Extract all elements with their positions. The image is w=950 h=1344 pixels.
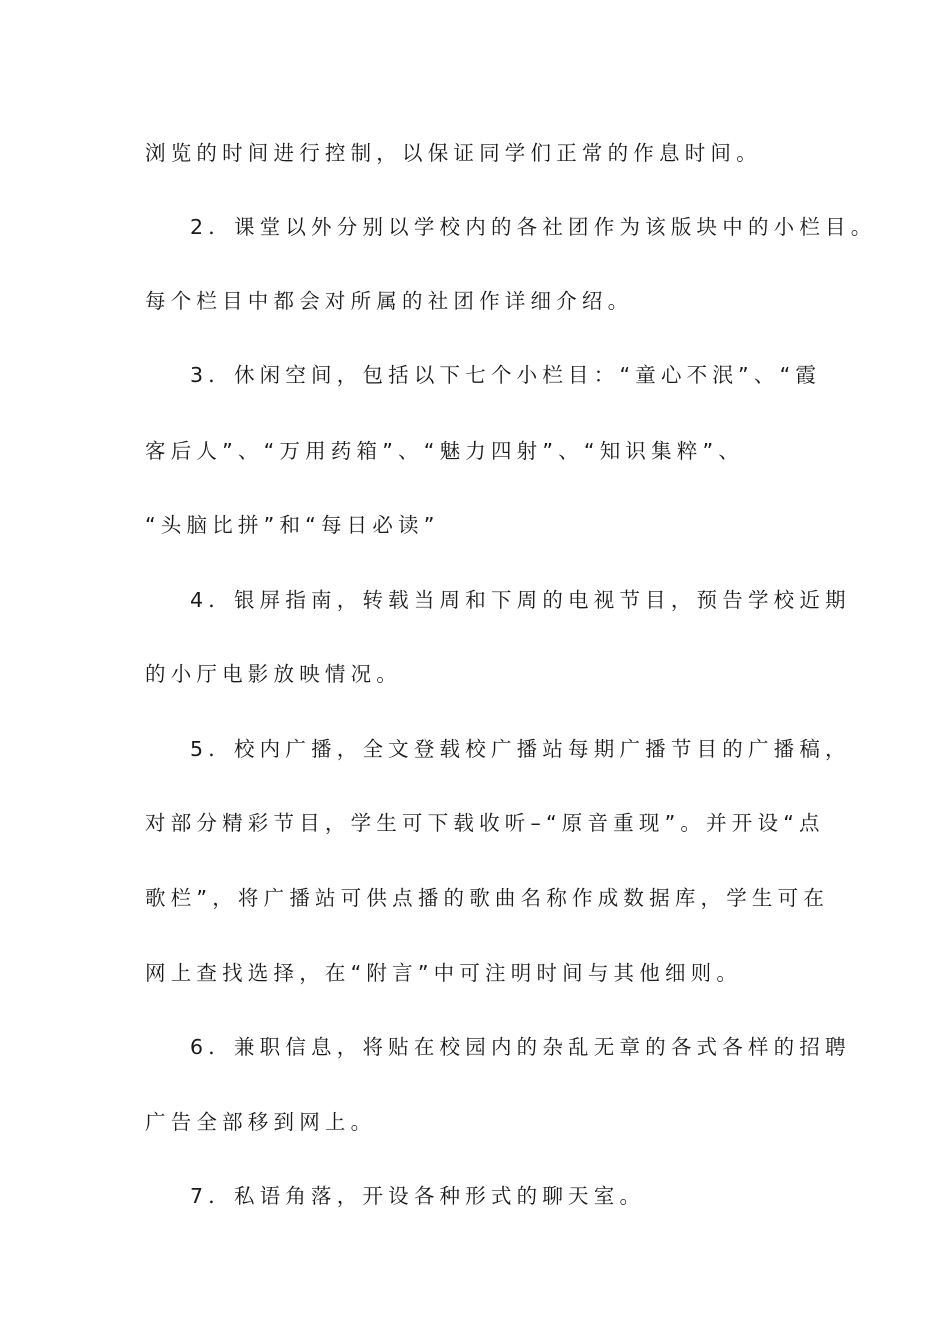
item-2-line-1: 2．课堂以外分别以学校内的各社团作为该版块中的小栏目。: [190, 215, 877, 239]
item-5-line-2: 对部分精彩节目，学生可下载收听–“原音重现”。并开设“点: [145, 811, 825, 835]
item-2-line-2: 每个栏目中都会对所属的社团作详细介绍。: [145, 289, 634, 313]
item-5-line-1: 5．校内广播，全文登载校广播站每期广播节目的广播稿，: [190, 737, 851, 761]
item-5-line-3: 歌栏”，将广播站可供点播的歌曲名称作成数据库，学生可在: [145, 886, 830, 910]
paragraph-1-continuation-line: 浏览的时间进行控制，以保证同学们正常的作息时间。: [145, 141, 762, 165]
item-5-line-4: 网上查找选择，在“附言”中可注明时间与其他细则。: [145, 961, 743, 985]
item-6-line-2: 广告全部移到网上。: [145, 1110, 377, 1134]
item-3-line-3: “头脑比拼”和“每日必读”: [145, 513, 440, 537]
item-6-line-1: 6．兼职信息，将贴在校园内的杂乱无章的各式各样的招聘: [190, 1035, 851, 1059]
item-4-line-1: 4．银屏指南，转载当周和下周的电视节目，预告学校近期: [190, 588, 851, 612]
item-3-line-1: 3．休闲空间，包括以下七个小栏目：“童心不泯”、“霞: [190, 363, 822, 387]
item-4-line-2: 的小厅电影放映情况。: [145, 662, 402, 686]
item-3-line-2: 客后人”、“万用药箱”、“魅力四射”、“知识集粹”、: [145, 439, 745, 463]
item-7-line-1: 7．私语角落，开设各种形式的聊天室。: [190, 1184, 646, 1208]
